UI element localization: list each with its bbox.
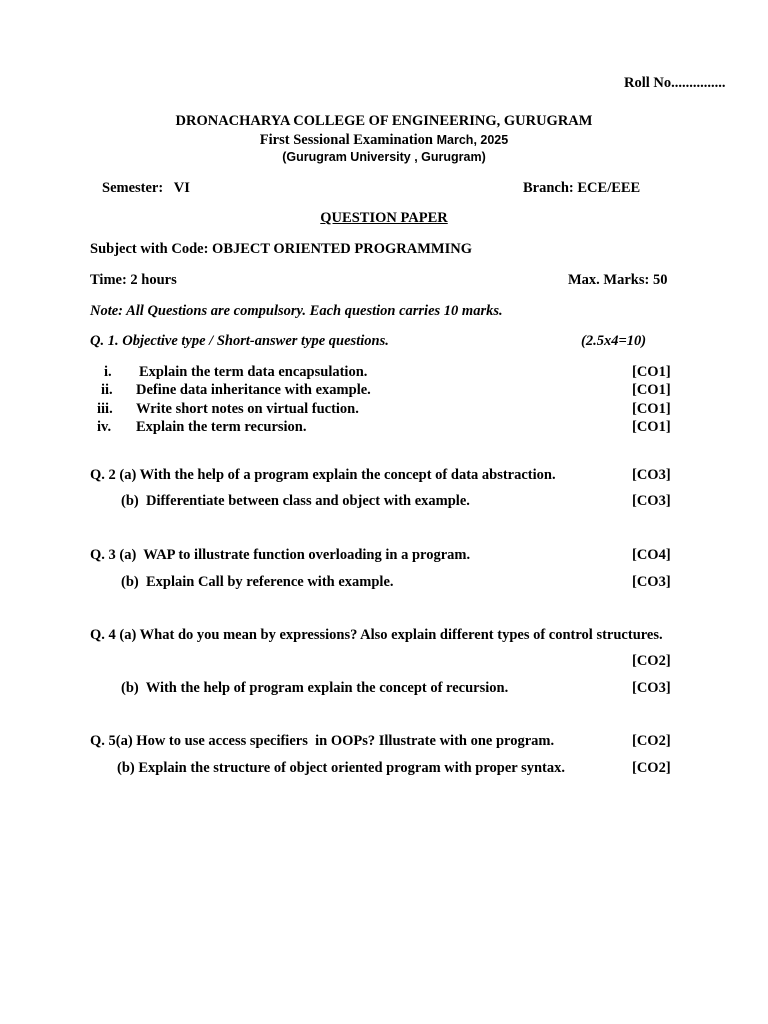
q5a-text: Q. 5(a) How to use access specifiers in OOPs? Illustrate with one program. [90,733,555,749]
q2a-co: [CO3] [632,467,671,483]
q1-item-num: iii. [97,401,113,417]
q1-item-text: Write short notes on virtual fuction. [136,401,359,417]
exam-title-line [0,131,768,149]
branch: Branch: ECE/EEE [523,180,641,196]
q5a-co: [CO2] [632,733,671,749]
q1-item-co: [CO1] [632,401,671,417]
q2a-text: Q. 2 (a) With the help of a program explain the concept of data abstraction. [90,467,556,483]
instructions-note: Note: All Questions are compulsory. Each question carries 10 marks. [90,303,503,319]
q1-item-num: ii. [101,382,113,398]
exam-date: March, 2025 [436,133,509,147]
q1-item-co: [CO1] [632,364,671,380]
q5b-co: [CO2] [632,760,671,776]
q1-item-num: iv. [97,419,112,435]
q1-title: Q. 1. Objective type / Short-answer type questions. [90,333,389,349]
q1-marks: (2.5x4=10) [581,333,647,349]
q4a-co: [CO2] [632,653,671,669]
q2b-text: (b) Differentiate between class and object with example. [121,493,470,509]
q3a-text: Q. 3 (a) WAP to illustrate function overloading in a program. [90,547,471,563]
q2b-co: [CO3] [632,493,671,509]
q3b-co: [CO3] [632,574,671,590]
college-name: DRONACHARYA COLLEGE OF ENGINEERING, GURUGRAM [175,113,593,129]
max-marks: Max. Marks: 50 [568,272,668,288]
q4b-text: (b) With the help of program explain the concept of recursion. [121,680,509,696]
roll-number: Roll No............... [624,75,726,91]
semester: Semester: VI [102,180,190,196]
q4b-co: [CO3] [632,680,671,696]
q3b-text: (b) Explain Call by reference with example. [121,574,394,590]
subject-code: Subject with Code: OBJECT ORIENTED PROGRAMMING [90,241,472,257]
exam-title: First Sessional Examination [259,132,433,148]
q1-item-co: [CO1] [632,382,671,398]
university-name: (Gurugram University , Gurugram) [282,150,486,164]
q1-item-text: Define data inheritance with example. [136,382,371,398]
q1-item-text: Explain the term data encapsulation. [139,364,368,380]
q1-item-text: Explain the term recursion. [136,419,307,435]
q3a-co: [CO4] [632,547,671,563]
q5b-text: (b) Explain the structure of object oriented program with proper syntax. [117,760,565,776]
exam-time: Time: 2 hours [90,272,177,288]
q1-item-num: i. [104,364,112,380]
paper-title: QUESTION PAPER [320,210,448,226]
q4a-text: Q. 4 (a) What do you mean by expressions? Also explain different types of control structures. [90,627,663,643]
q1-item-co: [CO1] [632,419,671,435]
